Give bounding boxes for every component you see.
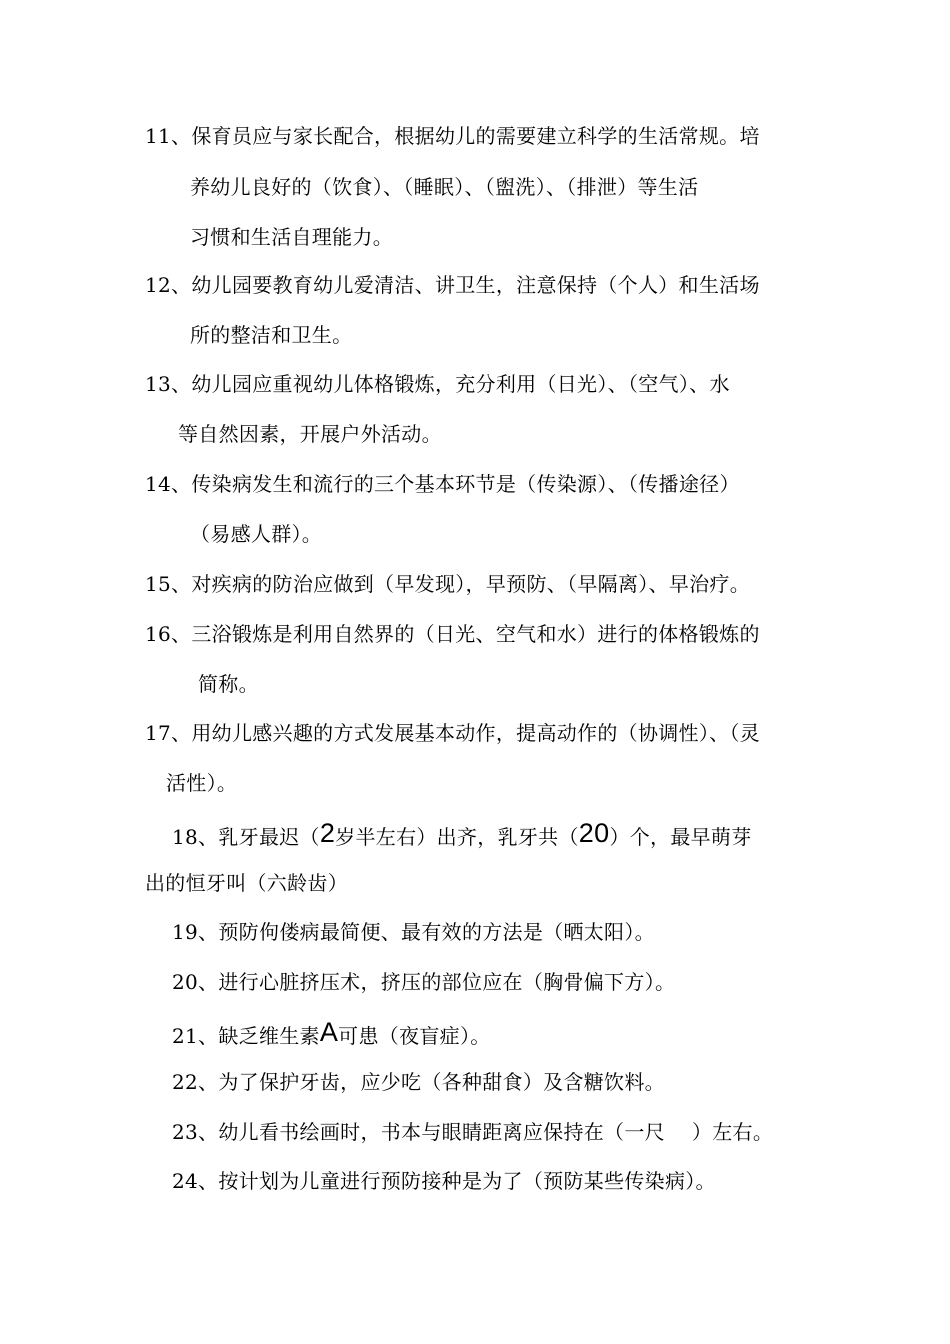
- item-17-line-2: 活性）。: [166, 771, 238, 795]
- item-23-line-1: 23、幼儿看书绘画时，书本与眼睛距离应保持在（一尺 ）左右。: [172, 1120, 774, 1144]
- item-18-line-2: 出的恒牙叫（六龄齿）: [145, 871, 348, 895]
- item-21-line-1: 21、缺乏维生素A可患（夜盲症）。: [172, 1017, 491, 1048]
- item-11-line-1: 11、保育员应与家长配合，根据幼儿的需要建立科学的生活常规。培: [145, 124, 760, 148]
- item-13-line-2: 等自然因素，开展户外活动。: [178, 422, 442, 446]
- item-17-line-1: 17、用幼儿感兴趣的方式发展基本动作，提高动作的（协调性）、（灵: [145, 721, 761, 745]
- item-19-line-1: 19、预防佝偻病最简便、最有效的方法是（晒太阳）。: [172, 920, 655, 944]
- item-24-line-1: 24、按计划为儿童进行预防接种是为了（预防某些传染病）。: [172, 1169, 716, 1193]
- item-11-line-3: 习惯和生活自理能力。: [190, 225, 393, 249]
- item-14-line-2: （易感人群）。: [190, 522, 323, 546]
- item-22-line-1: 22、为了保护牙齿，应少吃（各种甜食）及含糖饮料。: [172, 1070, 665, 1094]
- item-11-line-2: 养幼儿良好的（饮食）、（睡眠）、（盥洗）、（排泄）等生活: [190, 175, 699, 199]
- item-16-line-2: 简称。: [198, 672, 259, 696]
- item-14-line-1: 14、传染病发生和流行的三个基本环节是（传染源）、（传播途径）: [145, 472, 740, 496]
- item-20-line-1: 20、进行心脏挤压术，挤压的部位应在（胸骨偏下方）。: [172, 970, 676, 994]
- item-13-line-1: 13、幼儿园应重视幼儿体格锻炼，充分利用（日光）、（空气）、水: [145, 372, 730, 396]
- item-15-line-1: 15、对疾病的防治应做到（早发现），早预防、（早隔离）、早治疗。: [145, 572, 751, 596]
- item-12-line-1: 12、幼儿园要教育幼儿爱清洁、讲卫生，注意保持（个人）和生活场: [145, 273, 760, 297]
- item-16-line-1: 16、三浴锻炼是利用自然界的（日光、空气和水）进行的体格锻炼的: [145, 622, 760, 646]
- item-18-line-1: 18、乳牙最迟（2岁半左右）出齐，乳牙共（20）个，最早萌芽: [172, 818, 752, 849]
- item-12-line-2: 所的整洁和卫生。: [190, 323, 353, 347]
